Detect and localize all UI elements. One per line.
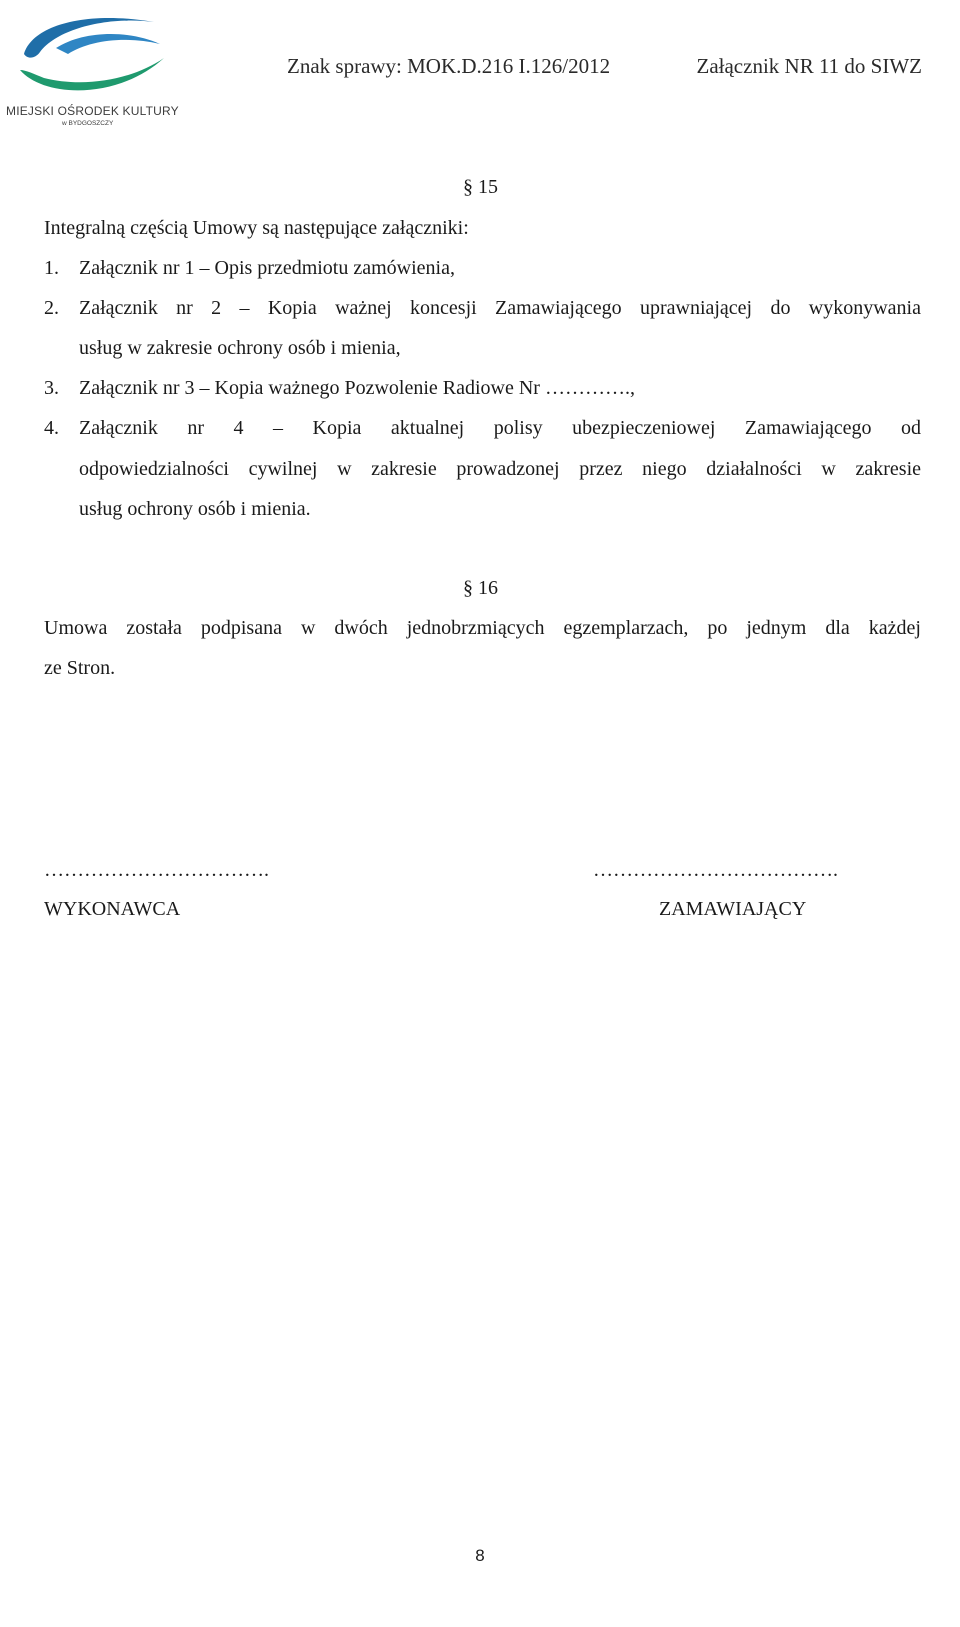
list-item [44, 256, 455, 280]
case-reference: Znak sprawy: MOK.D.216 I.126/2012 [287, 54, 611, 78]
logo-swoosh-icon [14, 8, 164, 104]
section-15-intro: Integralną częścią Umowy są następujące załączniki: [44, 217, 469, 239]
client-label: ZAMAWIAJĄCY [659, 898, 807, 920]
institution-logo [4, 8, 180, 126]
list-item-text-continued: odpowiedzialności cywilnej w zakresie prowadzonej przez niego działalności w zakresie [79, 458, 921, 480]
client-signature-line: ………………………………. [593, 859, 838, 881]
page-number: 8 [475, 1546, 485, 1565]
section-16-heading: § 16 [463, 577, 498, 599]
list-item-number: 1. [44, 257, 59, 279]
section-16-text-continued: ze Stron. [44, 657, 116, 679]
attachment-reference: Załącznik NR 11 do SIWZ [696, 54, 922, 78]
list-item-text-continued: usług w zakresie ochrony osób i mienia, [79, 337, 401, 359]
section-15-heading: § 15 [463, 176, 498, 198]
list-item-text: Załącznik nr 3 – Kopia ważnego Pozwolenie Radiowe Nr …………., [79, 377, 635, 399]
list-item-text: Załącznik nr 2 – Kopia ważnej koncesji Zamawiającego uprawniającej do wykonywania [79, 297, 921, 319]
section-16-text: Umowa została podpisana w dwóch jednobrzmiących egzemplarzach, po jednym dla każdej [44, 617, 921, 639]
list-item-number: 3. [44, 377, 59, 399]
contractor-signature-line: ……………………………. [44, 859, 269, 881]
logo-subtitle: w BYDGOSZCZY [62, 120, 114, 127]
contractor-label: WYKONAWCA [44, 898, 181, 920]
list-item-number: 2. [44, 297, 59, 319]
list-item-text: Załącznik nr 4 – Kopia aktualnej polisy ubezpieczeniowej Zamawiającego od [79, 417, 921, 439]
logo-title: MIEJSKI OŚRODEK KULTURY [6, 104, 179, 118]
list-item-number: 4. [44, 417, 59, 439]
list-item-text: Załącznik nr 1 – Opis przedmiotu zamówienia, [79, 257, 455, 279]
list-item-text-continued: usług ochrony osób i mienia. [79, 498, 311, 520]
list-item [44, 376, 635, 400]
